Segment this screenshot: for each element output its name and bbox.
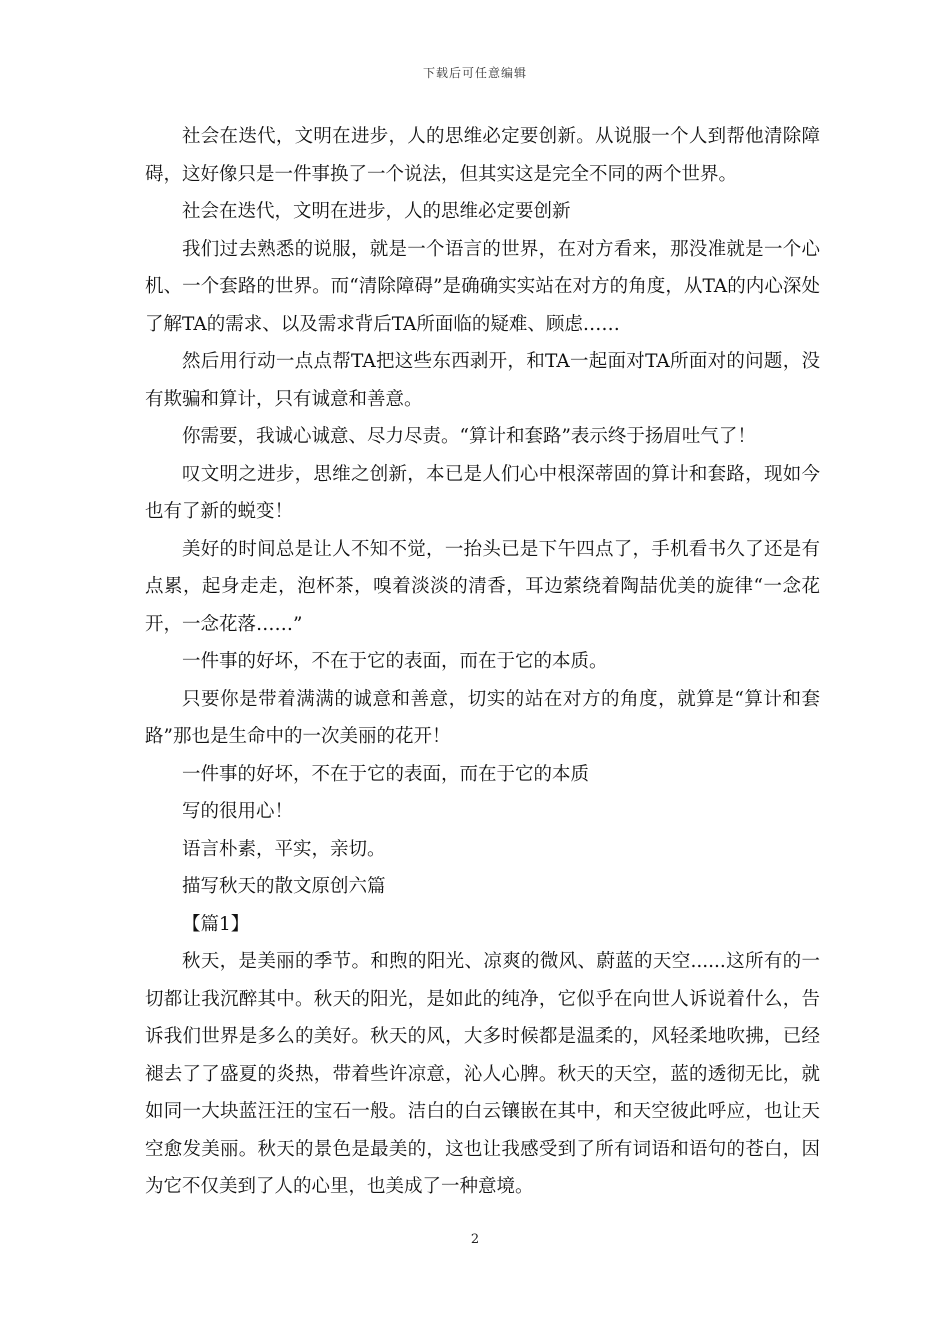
page-header: 下载后可任意编辑	[422, 66, 527, 80]
paragraph: 我们过去熟悉的说服，就是一个语言的世界，在对方看来，那没准就是一个心机、一个套路的世界。而“清除障碍”是确确实实站在对方的角度，从TA的内心深处了解TA的需求、以及需求背后TA所面临的疑难、顾虑……	[145, 238, 820, 335]
paragraph: 写的很用心！	[182, 801, 294, 822]
chapter-label: 【篇1】	[182, 913, 250, 935]
paragraph: 语言朴素，平实，亲切。	[182, 838, 386, 860]
paragraph: 叹文明之进步，思维之创新，本已是人们心中根深蒂固的算计和套路，现如今也有了新的蜕变！	[145, 463, 820, 522]
paragraph: 一件事的好坏，不在于它的表面，而在于它的本质。	[182, 651, 608, 672]
paragraph: 秋天，是美丽的季节。和煦的阳光、凉爽的微风、蔚蓝的天空......这所有的一切都让我沉醉其中。秋天的阳光，是如此的纯净，它似乎在向世人诉说着什么，告诉我们世界是多么的美好。秋天的风，大多时候都是温柔的，风轻柔地吹拂，已经褪去了了盛夏的炎热，带着些许凉意，沁人心脾。秋天的天空，蓝的透彻无比，就如同一大块蓝汪汪的宝石一般。洁白的白云镶嵌在其中，和天空彼此呼应，也让天空愈发美丽。秋天的景色是最美的，这也让我感受到了所有词语和语句的苍白，因为它不仅美到了人的心里，也美成了一种意境。	[145, 951, 820, 1197]
document-body	[145, 118, 820, 1206]
paragraph: 只要你是带着满满的诚意和善意，切实的站在对方的角度，就算是“算计和套路”那也是生命中的一次美丽的花开！	[145, 688, 820, 747]
paragraph: 一件事的好坏，不在于它的表面，而在于它的本质	[182, 763, 590, 785]
paragraph: 然后用行动一点点帮TA把这些东西剥开，和TA一起面对TA所面对的问题，没有欺骗和算计，只有诚意和善意。	[145, 351, 820, 410]
paragraph: 美好的时间总是让人不知不觉，一抬头已是下午四点了，手机看书久了还是有点累，起身走走，泡杯茶，嗅着淡淡的清香，耳边萦绕着陶喆优美的旋律“一念花开，一念花落……”	[145, 538, 820, 635]
paragraph: 社会在迭代，文明在进步，人的思维必定要创新。从说服一个人到帮他清除障碍，这好像只是一件事换了一个说法，但其实这是完全不同的两个世界。	[145, 126, 820, 185]
page-number: 2	[470, 1232, 480, 1247]
paragraph: 你需要，我诚心诚意、尽力尽责。“算计和套路”表示终于扬眉吐气了！	[182, 426, 756, 447]
section-title: 描写秋天的散文原创六篇	[182, 876, 386, 897]
paragraph: 社会在迭代，文明在进步，人的思维必定要创新	[182, 201, 571, 222]
